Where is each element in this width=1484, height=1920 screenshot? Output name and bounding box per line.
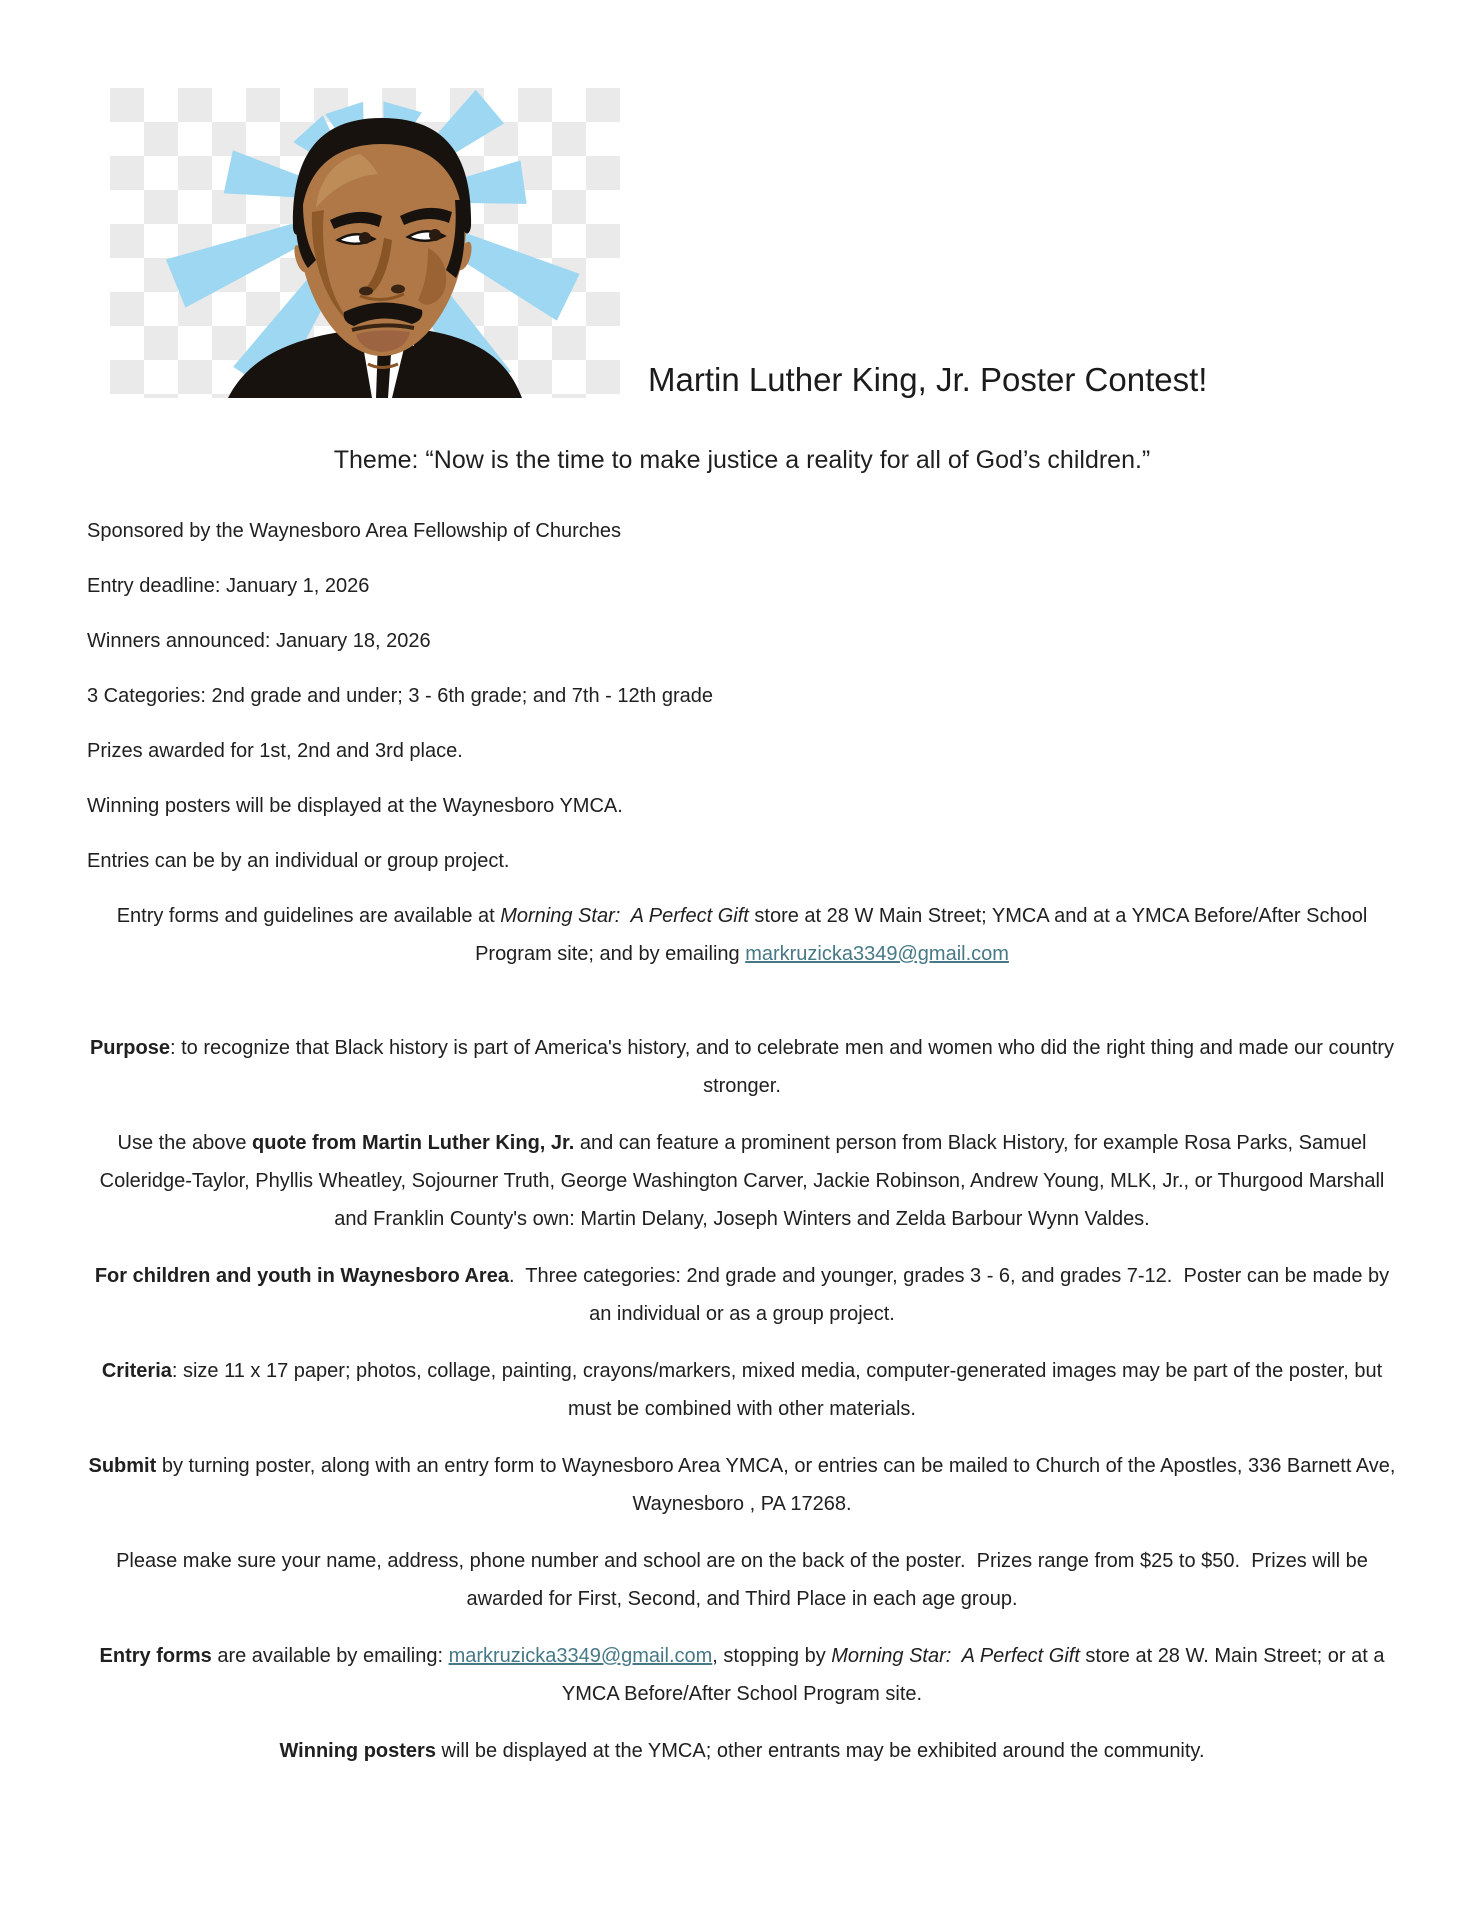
info-line-prizes: Prizes awarded for 1st, 2nd and 3rd place.	[87, 740, 463, 762]
paragraph-purpose	[87, 1029, 1400, 1105]
theme-line: Theme: “Now is the time to make justice a reality for all of God’s children.”	[333, 446, 1151, 474]
text-run-normal: store at 28 W Main Street; YMCA and at a YMCA Before/After School Program site; and by emailing	[475, 905, 1373, 965]
text-run-normal: and can feature a prominent person from Black History, for example Rosa Parks, Samuel Coleridge-Taylor, Phyllis Wheatley, Sojourner Truth, George Washington Carver, Jackie Robinson, Andrew Young, MLK, Jr., or Thurgood Marshall and Franklin County's own: Martin Delany, Joseph Winters and Zelda Barbour Wynn Valdes.	[99, 1132, 1390, 1230]
text-run-bold: For children and youth in Waynesboro Area	[94, 1265, 509, 1287]
paragraph-criteria	[87, 1352, 1397, 1428]
text-run-normal: are available by emailing:	[211, 1645, 449, 1667]
info-block	[87, 512, 1397, 880]
info-line-categories: 3 Categories: 2nd grade and under; 3 - 6th grade; and 7th - 12th grade	[87, 685, 713, 707]
info-line-individual-group: Entries can be by an individual or group project.	[87, 850, 510, 872]
paragraph-winning-posters	[87, 1732, 1397, 1770]
text-run-normal: . Three categories: 2nd grade and younger, grades 3 - 6, and grades 7-12. Poster can be made by an individual or as a group project.	[508, 1265, 1395, 1325]
blank-line	[87, 992, 1397, 1029]
info-line-sponsor: Sponsored by the Waynesboro Area Fellowship of Churches	[87, 520, 621, 542]
text-run-normal: Please make sure your name, address, phone number and school are on the back of the poster. Prizes range from $25 to $50. Prizes will be awarded for First, Second, and Third Place in each age group.	[116, 1550, 1374, 1610]
text-run-bold: quote from Martin Luther King, Jr.	[252, 1132, 575, 1154]
text-run-bold: Purpose	[89, 1037, 170, 1059]
paragraph-poster-back-info	[87, 1542, 1397, 1618]
text-run-normal: : size 11 x 17 paper; photos, collage, painting, crayons/markers, mixed media, computer-generated images may be part of the poster, but must be combined with other materials.	[171, 1360, 1388, 1420]
text-run-normal: by turning poster, along with an entry form to Waynesboro Area YMCA, or entries can be mailed to Church of the Apostles, 336 Barnett Ave, Waynesboro , PA 17268.	[156, 1455, 1402, 1515]
text-run-bold: Submit	[88, 1455, 157, 1477]
text-run-normal: Entry forms and guidelines are available at	[116, 905, 501, 927]
mlk-portrait-svg	[110, 88, 620, 398]
paragraph-submit	[87, 1447, 1402, 1523]
email-link[interactable]: markruzicka3349@gmail.com	[448, 1645, 713, 1667]
info-line-winners-announced: Winners announced: January 18, 2026	[87, 630, 431, 652]
text-run-bold: Entry forms	[99, 1645, 212, 1667]
paragraph-eligibility	[87, 1257, 1397, 1333]
paragraph-entry-forms-contact	[87, 1637, 1397, 1713]
paragraph-quote-instructions	[87, 1124, 1397, 1238]
text-run-italic: Morning Star: A Perfect Gift	[500, 905, 749, 927]
info-line-display: Winning posters will be displayed at the Waynesboro YMCA.	[87, 795, 623, 817]
text-run-normal: , stopping by	[712, 1645, 832, 1667]
text-run-normal: will be displayed at the YMCA; other entrants may be exhibited around the community.	[435, 1740, 1205, 1762]
text-run-bold: Winning posters	[279, 1740, 436, 1762]
mlk-portrait-image	[110, 88, 620, 398]
text-run-normal: : to recognize that Black history is part of America's history, and to celebrate men and women who did the right thing and made our country stronger.	[169, 1037, 1400, 1097]
email-link[interactable]: markruzicka3349@gmail.com	[745, 943, 1009, 965]
text-run-italic: Morning Star: A Perfect Gift	[831, 1645, 1080, 1667]
info-line-entry-deadline: Entry deadline: January 1, 2026	[87, 575, 370, 597]
text-run-normal: Use the above	[117, 1132, 253, 1154]
text-run-bold: Criteria	[101, 1360, 172, 1382]
body-paragraphs	[87, 897, 1402, 1770]
text-run-normal: store at 28 W. Main Street; or at a YMCA Before/After School Program site.	[561, 1645, 1390, 1705]
header	[87, 88, 1397, 398]
paragraph-entry-forms-availability	[87, 897, 1397, 973]
page-title: Martin Luther King, Jr. Poster Contest!	[648, 360, 1208, 398]
